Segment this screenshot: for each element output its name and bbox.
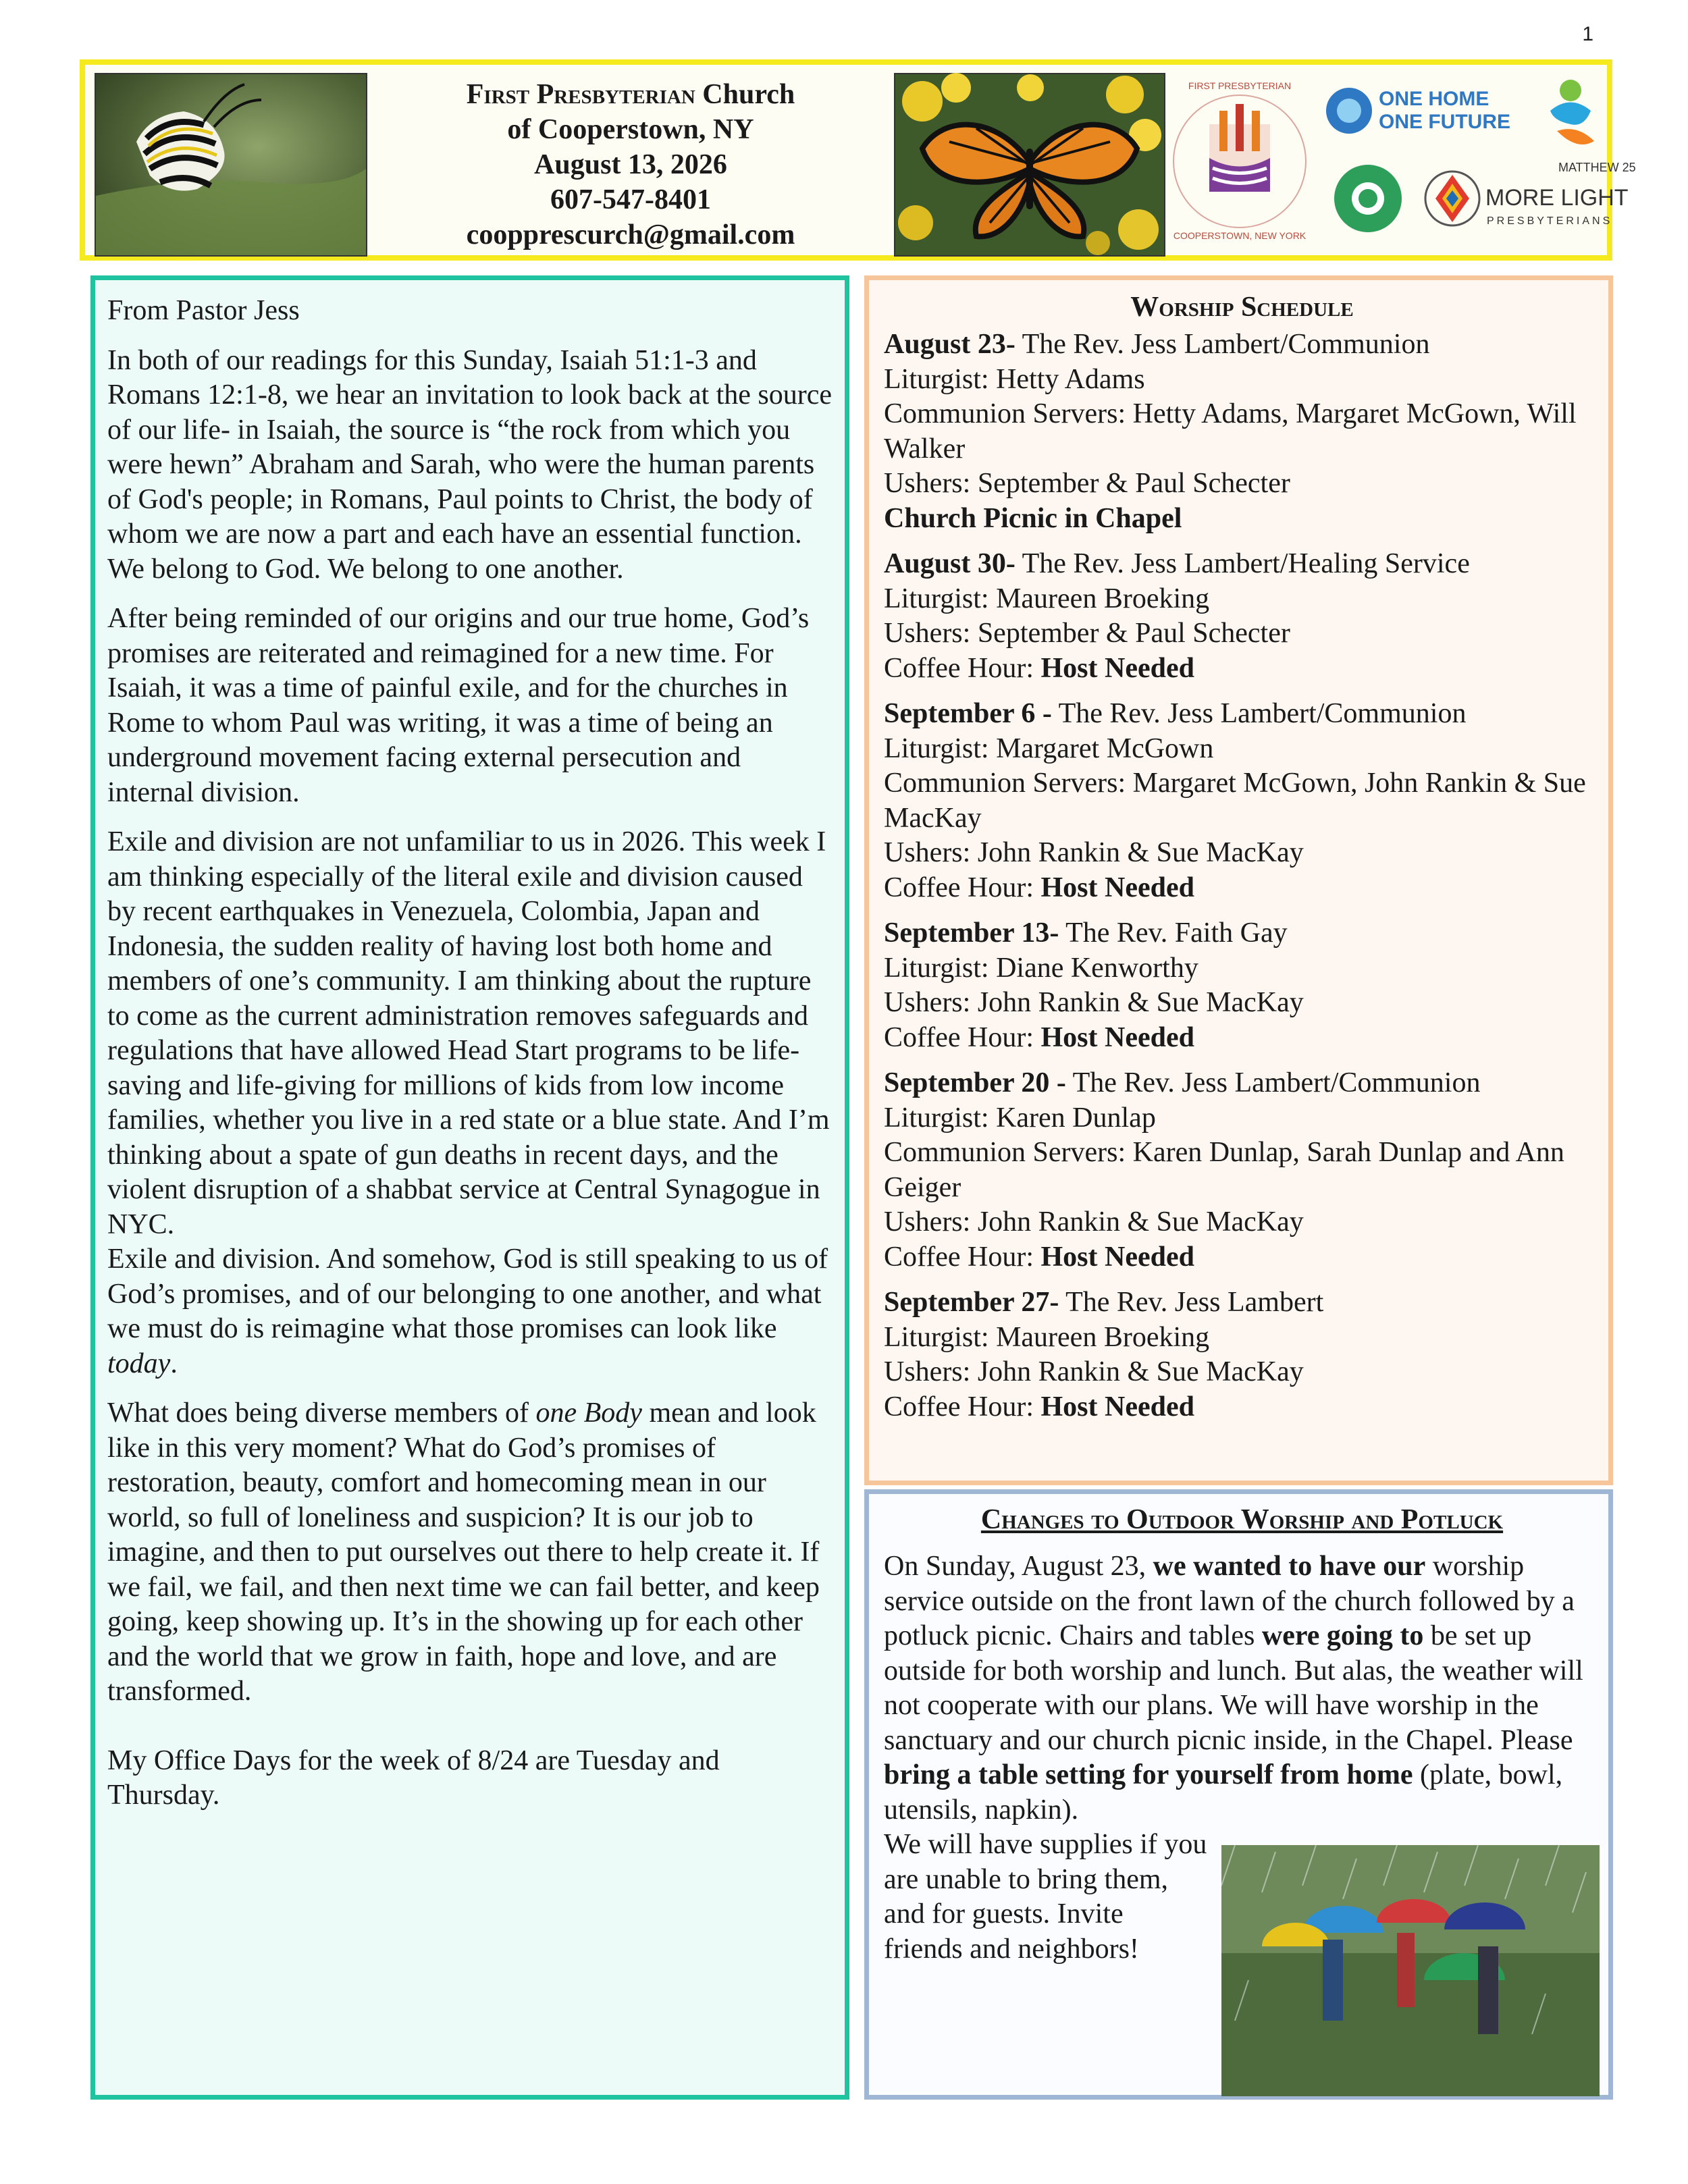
page-number: 1 (1582, 23, 1593, 45)
svg-text:ONE HOME: ONE HOME (1379, 88, 1489, 110)
church-phone: 607-547-8401 (550, 184, 711, 215)
service-heading (884, 1066, 1600, 1101)
service-date: September 13- (884, 917, 1059, 949)
service-role-line: Liturgist: Diane Kenworthy (884, 952, 1198, 984)
coffee-hour-line: Coffee Hour: Host Needed (884, 1391, 1194, 1422)
svg-text:FIRST PRESBYTERIAN: FIRST PRESBYTERIAN (1188, 80, 1292, 91)
svg-text:ONE FUTURE: ONE FUTURE (1379, 111, 1510, 133)
service-role-line: Communion Servers: Karen Dunlap, Sarah Dunlap and Ann Geiger (884, 1137, 1564, 1203)
service-entry (884, 1285, 1600, 1424)
service-role-line: Ushers: John Rankin & Sue MacKay (884, 837, 1304, 868)
service-event-note: Church Picnic in Chapel (884, 502, 1182, 534)
service-role-line: Liturgist: Karen Dunlap (884, 1102, 1156, 1134)
service-heading (884, 547, 1600, 582)
service-date: September 27- (884, 1287, 1059, 1318)
service-role-line: Liturgist: Maureen Broeking (884, 583, 1210, 614)
one-home-one-future-logo (1326, 88, 1510, 134)
earth-care-logo (1334, 165, 1402, 232)
church-location: of Cooperstown, NY (507, 114, 754, 145)
coffee-hour-line: Coffee Hour: Host Needed (884, 1021, 1194, 1053)
svg-text:COOPERSTOWN, NEW YORK: COOPERSTOWN, NEW YORK (1173, 230, 1307, 241)
church-name: First Presbyterian Church (466, 79, 795, 110)
service-entry (884, 697, 1600, 905)
service-heading (884, 1285, 1600, 1321)
service-date: August 23- (884, 329, 1016, 360)
service-role-line: Liturgist: Hetty Adams (884, 363, 1145, 395)
logo-group (1172, 70, 1636, 252)
pastor-paragraph-1: In both of our readings for this Sunday, Isaiah 51:1-3 and Romans 12:1-8, we hear an invitation to look back at the source of our life- in Isaiah, the source is “the rock from which you were hewn” Abraham and Sarah, who were the human parents of God's people; in Romans, Paul points to Christ, the body of whom we are now a part and each have an essential function. We belong to God. We belong to one another. (107, 344, 833, 585)
pastor-paragraph-3: Exile and division are not unfamiliar to us in 2026. This week I am thinking especially of the literal exile and division caused by recent earthquakes in Venezuela, Colombia, Japan and Indonesia, the sudden reality of having lost both home and members of one’s community. I am thinking about the rupture to come as the current administration removes safeguards and regulations that have allowed Head Start programs to be life-saving and life-giving for millions of kids from low income families, whether you live in a red state or a blue state. And I’m thinking about a spate of gun deaths in recent days, and the violent disruption of a shabbat service at Central Synagogue in NYC. (107, 826, 830, 1240)
service-role-line: Communion Servers: Margaret McGown, John Rankin & Sue MacKay (884, 768, 1586, 834)
pastor-letter-box (90, 275, 849, 2100)
changes-supplies-note: We will have supplies if you are unable to bring them, and for guests. Invite friends and neighbors! (884, 1829, 1207, 1965)
service-date: September 6 - (884, 698, 1052, 729)
service-role-line: Ushers: John Rankin & Sue MacKay (884, 1356, 1304, 1387)
newsletter-header (80, 59, 1636, 261)
church-title-block (375, 77, 886, 252)
service-role-line: Communion Servers: Hetty Adams, Margaret McGown, Will Walker (884, 398, 1577, 464)
service-role-line: Liturgist: Maureen Broeking (884, 1321, 1210, 1353)
matthew-25-logo (1550, 80, 1636, 174)
church-email[interactable]: coopprescurch@gmail.com (466, 219, 795, 250)
more-light-logo (1425, 171, 1629, 227)
pastor-paragraph-4: Exile and division. And somehow, God is still speaking to us of God’s promises, and of our belonging to one another, and what we must do is reimagine what those promises can look like today. (107, 1244, 828, 1379)
service-date: August 30- (884, 548, 1016, 579)
coffee-hour-line: Coffee Hour: Host Needed (884, 652, 1194, 684)
service-role-line: Liturgist: Margaret McGown (884, 733, 1214, 764)
pastor-paragraph-2: After being reminded of our origins and our true home, God’s promises are reiterated and reimagined for a new time. For Isaiah, it was a time of painful exile, and for the churches in Rome to whom Paul was writing, it was a time of being an underground movement facing external persecution and internal division. (107, 603, 810, 808)
service-leader: The Rev. Jess Lambert/Healing Service (1015, 548, 1470, 579)
service-heading (884, 697, 1600, 732)
coffee-hour-line: Coffee Hour: Host Needed (884, 872, 1194, 903)
service-heading (884, 916, 1600, 951)
newsletter-date: August 13, 2026 (534, 149, 727, 180)
service-entry (884, 916, 1600, 1055)
service-list (884, 327, 1600, 1424)
service-date: September 20 - (884, 1067, 1066, 1098)
svg-text:PRESBYTERIANS: PRESBYTERIANS (1487, 215, 1613, 227)
service-leader: The Rev. Jess Lambert/Communion (1065, 1067, 1481, 1098)
coffee-hour-line: Coffee Hour: Host Needed (884, 1241, 1194, 1273)
service-role-line: Ushers: September & Paul Schecter (884, 468, 1290, 499)
service-role-line: Ushers: John Rankin & Sue MacKay (884, 987, 1304, 1018)
service-role-line: Ushers: John Rankin & Sue MacKay (884, 1206, 1304, 1237)
church-seal-logo (1173, 80, 1307, 241)
changes-body: On Sunday, August 23, we wanted to have our worship service outside on the front lawn of the church followed by a potluck picnic. Chairs and tables were going to be set up outside for both worship and lunch. But alas, the weather will not cooperate with our plans. We will have worship in the sanctuary and our church picnic inside, in the Chapel. Please bring a table setting for yourself from home (plate, bowl, utensils, napkin). (884, 1551, 1583, 1826)
caterpillar-photo (95, 73, 367, 257)
pastor-heading: From Pastor Jess (107, 295, 300, 326)
service-entry (884, 327, 1600, 536)
office-days: My Office Days for the week of 8/24 are Tuesday and Thursday. (107, 1744, 720, 1811)
service-leader: The Rev. Jess Lambert (1059, 1287, 1324, 1318)
service-heading (884, 327, 1600, 363)
monarch-butterfly-photo (894, 73, 1165, 257)
rainy-picnic-photo (1221, 1845, 1600, 2096)
worship-schedule-title: Worship Schedule (1130, 292, 1354, 323)
svg-text:MORE LIGHT: MORE LIGHT (1485, 185, 1629, 211)
changes-notice-box (864, 1489, 1613, 2100)
service-leader: The Rev. Faith Gay (1059, 917, 1288, 949)
worship-schedule-box (864, 275, 1613, 1485)
service-leader: The Rev. Jess Lambert/Communion (1051, 698, 1467, 729)
svg-text:MATTHEW 25: MATTHEW 25 (1558, 161, 1636, 174)
service-entry (884, 547, 1600, 686)
service-entry (884, 1066, 1600, 1275)
pastor-paragraph-5: What does being diverse members of one Body mean and look like in this very moment? What do God’s promises of restoration, beauty, comfort and homecoming mean in our world, so full of loneliness and suspicion? It is our job to imagine, and then to put ourselves out there to help create it. If we fail, we fail, and then next time we can fail better, and keep going, keep showing up. It’s in the showing up for each other and the world that we grow in faith, hope and love, and are transformed. (107, 1397, 820, 1707)
service-leader: The Rev. Jess Lambert/Communion (1015, 329, 1430, 360)
changes-title: Changes to Outdoor Worship and Potluck (980, 1504, 1504, 1535)
service-role-line: Ushers: September & Paul Schecter (884, 618, 1290, 649)
